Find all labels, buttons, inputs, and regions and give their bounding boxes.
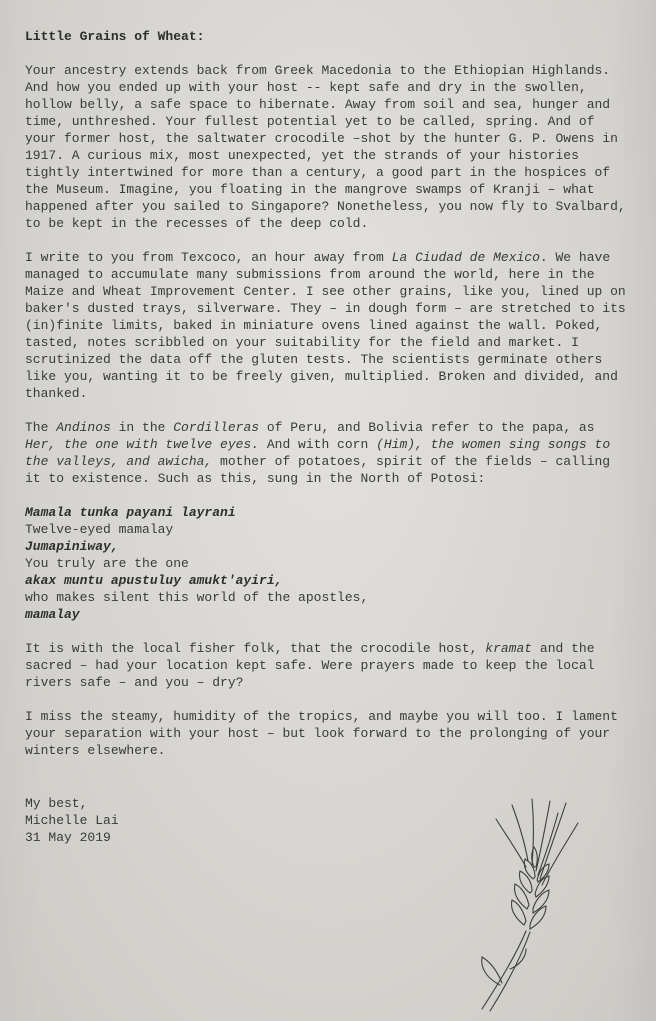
song-line: You truly are the one: [25, 556, 189, 571]
letter-title: Little Grains of Wheat:: [25, 29, 205, 44]
paragraph-text: . We have managed to accumulate many submissions from around the world, here in the Maize and Wheat Improvement Center. I see other grains, like you, lined up on baker's dusted trays, silverware. They – in dough form – are stretched to its (in)finite limits, baked in miniature ovens lined against the wall. Poked, tasted, notes scribbled on your suitability for the field and market. I scrutinized the data off the gluten tests. The scientists germinate others like you, wanting it to be freely given, multiplied. Broken and divided, and thanked.: [25, 250, 634, 401]
paragraph-emphasis: kramat: [485, 641, 533, 656]
letter-paragraph: [25, 708, 630, 759]
paragraph-text: And with corn: [259, 437, 377, 452]
letter-body: [25, 62, 634, 759]
closing-date: 31 May 2019: [25, 830, 111, 845]
paragraph-text: I write to you from Texcoco, an hour away from: [25, 250, 392, 265]
letter-paragraph: [25, 640, 630, 691]
song-line: who makes silent this world of the apostles,: [25, 590, 369, 605]
wheat-stalk-sketch: [454, 797, 604, 1015]
paragraph-emphasis: Cordilleras: [173, 420, 260, 435]
paragraph-text: The: [25, 420, 57, 435]
paragraph-text: It is with the local fisher folk, that the crocodile host,: [25, 641, 486, 656]
paragraph-emphasis: La Ciudad de Mexico: [391, 250, 540, 265]
paragraph-emphasis: Andinos: [56, 420, 111, 435]
paragraph-text: mother of potatoes, spirit of the fields – calling it to existence. Such as this, sung in the North of Potosi:: [25, 454, 618, 486]
closing-salutation: My best,: [25, 796, 88, 811]
song-line: Mamala tunka payani layrani: [25, 505, 236, 520]
paragraph-text: and the sacred – had your location kept safe. Were prayers made to keep the local rivers safe – and you – dry?: [25, 641, 603, 690]
song-line: Jumapiniway,: [25, 539, 119, 554]
paragraph-text: Your ancestry extends back from Greek Macedonia to the Ethiopian Highlands. And how you ended up with your host -- kept safe and dry in the swollen, hollow belly, a safe space to hibernate. Away from soil and sea, hunger and time, unthreshed. Your fullest potential yet to be called, spring. And of your former host, the saltwater crocodile –shot by the hunter G. P. Owens in 1917. A curious mix, most unexpected, yet the strands of your histories tightly intertwined for more than a century, a good part in the hospices of the Museum. Imagine, you floating in the mangrove swamps of Kranji – what happened after you sailed to Singapore? Nonetheless, you now fly to Svalbard, to be kept in the recesses of the deep cold.: [25, 63, 634, 231]
closing-name: Michelle Lai: [25, 813, 119, 828]
paragraph-text: in the: [110, 420, 174, 435]
paragraph-emphasis: (Him), the women sing songs to the valleys, and awicha,: [25, 437, 618, 469]
letter-paragraph: [25, 62, 634, 232]
letter-paragraph: [25, 419, 630, 487]
song-line: Twelve-eyed mamalay: [25, 522, 174, 537]
paragraph-text: I miss the steamy, humidity of the tropics, and maybe you will too. I lament your separation with your host – but look forward to the prolonging of your winters elsewhere.: [25, 709, 626, 758]
paragraph-emphasis: Her, the one with twelve eyes.: [25, 437, 260, 452]
song-stanza: [25, 504, 630, 623]
song-line: mamalay: [25, 607, 80, 622]
letter-paragraph: [25, 249, 634, 402]
song-line: akax muntu apustuluy amukt'ayiri,: [25, 573, 283, 588]
paragraph-text: of Peru, and Bolivia refer to the papa, as: [259, 420, 603, 435]
